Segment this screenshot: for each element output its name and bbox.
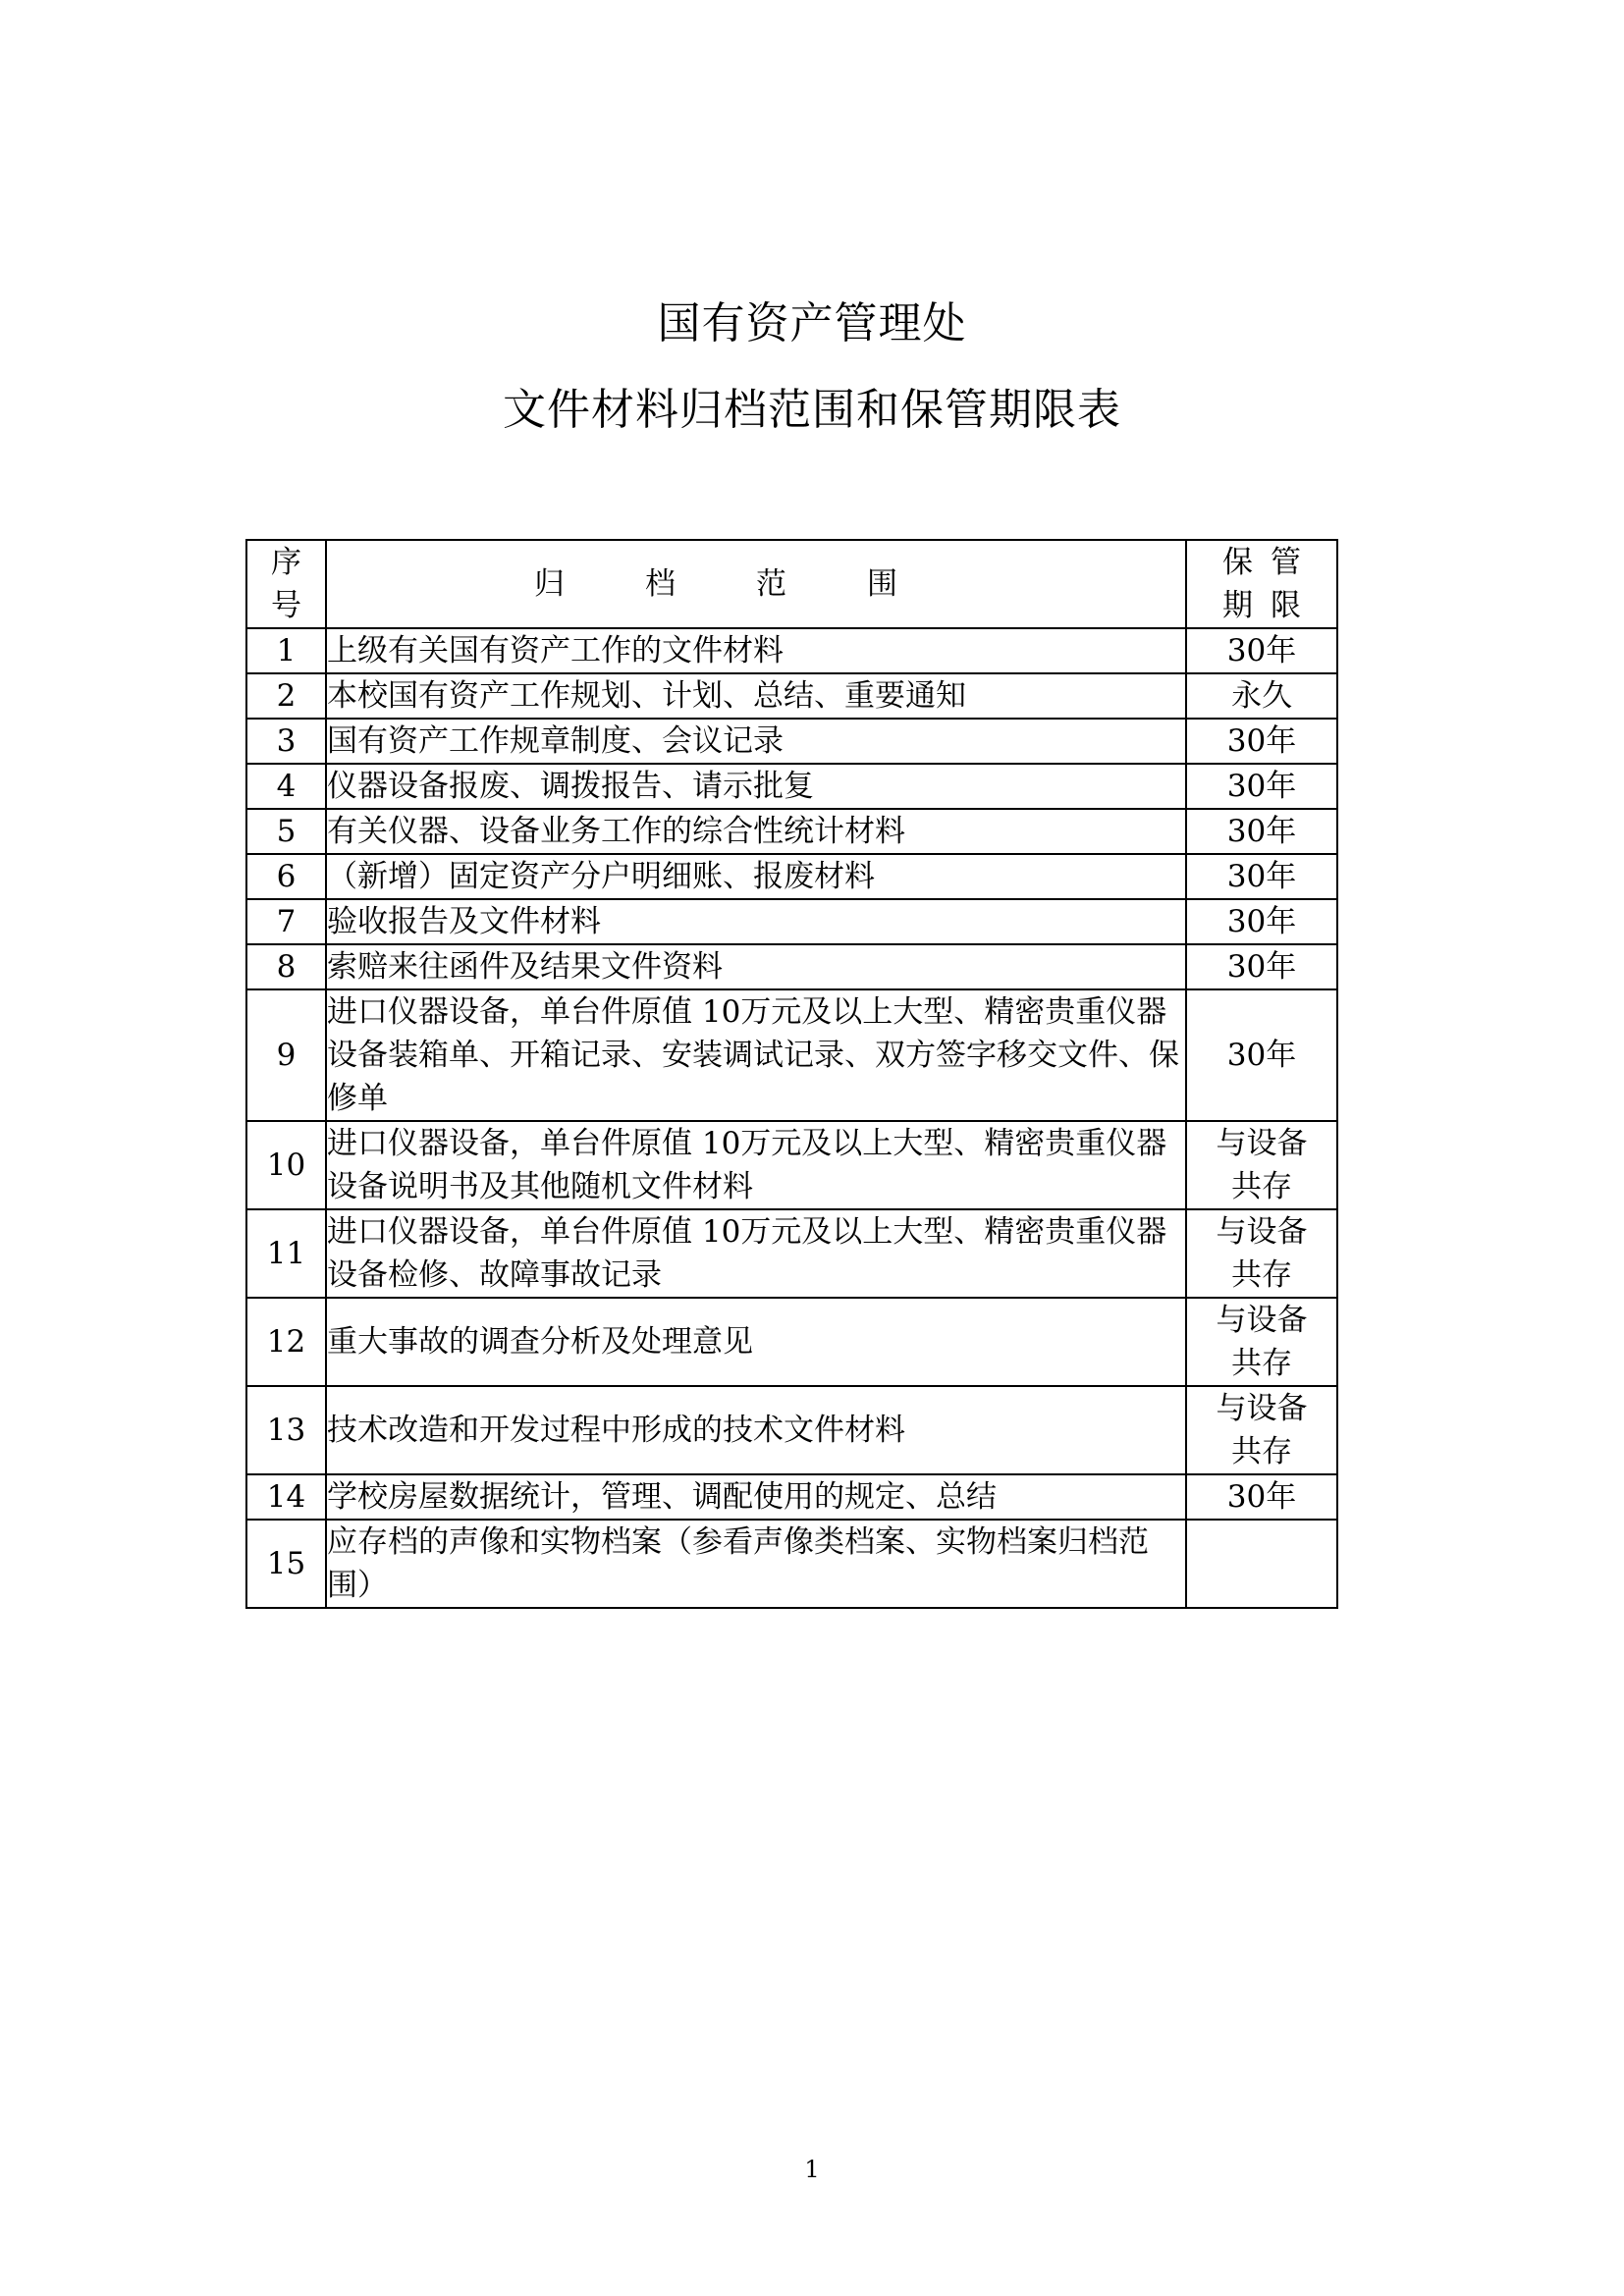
- row-scope: 本校国有资产工作规划、计划、总结、重要通知: [326, 673, 1186, 719]
- table-row: [246, 944, 1337, 989]
- row-number: 2: [246, 673, 326, 719]
- row-scope: 进口仪器设备，单台件原值 10万元及以上大型、精密贵重仪器设备检修、故障事故记录: [326, 1209, 1186, 1298]
- row-number: 10: [246, 1121, 326, 1209]
- header-no: [246, 540, 326, 628]
- row-period: [1186, 1520, 1337, 1608]
- table-row: [246, 899, 1337, 944]
- row-period: 永久: [1186, 673, 1337, 719]
- row-scope: 进口仪器设备，单台件原值 10万元及以上大型、精密贵重仪器设备装箱单、开箱记录、安装调试记录、双方签字移交文件、保修单: [326, 989, 1186, 1121]
- table-row: [246, 1520, 1337, 1608]
- row-number: 12: [246, 1298, 326, 1386]
- row-number: 13: [246, 1386, 326, 1474]
- table-row: [246, 764, 1337, 809]
- row-scope: （新增）固定资产分户明细账、报废材料: [326, 854, 1186, 899]
- row-scope: 技术改造和开发过程中形成的技术文件材料: [326, 1386, 1186, 1474]
- row-scope: 学校房屋数据统计，管理、调配使用的规定、总结: [326, 1474, 1186, 1520]
- row-number: 4: [246, 764, 326, 809]
- document-subtitle: 文件材料归档范围和保管期限表: [503, 385, 1121, 435]
- table-row: [246, 1474, 1337, 1520]
- table-row: [246, 719, 1337, 764]
- row-number: 9: [246, 989, 326, 1121]
- table-row: [246, 989, 1337, 1121]
- header-scope: 归档范围: [326, 540, 1186, 628]
- row-scope: 上级有关国有资产工作的文件材料: [326, 628, 1186, 673]
- row-scope: 索赔来往函件及结果文件资料: [326, 944, 1186, 989]
- table-row: [246, 673, 1337, 719]
- row-scope: 应存档的声像和实物档案（参看声像类档案、实物档案归档范围）: [326, 1520, 1186, 1608]
- row-period: 30年: [1186, 944, 1337, 989]
- archive-table: [245, 539, 1338, 1609]
- header-no-line2: 号: [271, 588, 301, 623]
- row-number: 6: [246, 854, 326, 899]
- row-number: 1: [246, 628, 326, 673]
- row-number: 3: [246, 719, 326, 764]
- row-number: 8: [246, 944, 326, 989]
- header-no-line1: 序: [271, 545, 301, 580]
- row-period: 30年: [1186, 899, 1337, 944]
- header-period-line1: 保管: [1222, 545, 1319, 580]
- row-period: 30年: [1186, 809, 1337, 854]
- table-row: [246, 1209, 1337, 1298]
- row-number: 15: [246, 1520, 326, 1608]
- row-number: 14: [246, 1474, 326, 1520]
- document-title: 国有资产管理处: [657, 298, 967, 348]
- row-scope: 国有资产工作规章制度、会议记录: [326, 719, 1186, 764]
- row-period: 30年: [1186, 764, 1337, 809]
- table-row: [246, 628, 1337, 673]
- row-period: 30年: [1186, 1474, 1337, 1520]
- row-period: 与设备共存: [1186, 1121, 1337, 1209]
- table-row: [246, 1298, 1337, 1386]
- table-row: [246, 1121, 1337, 1209]
- table-header-row: [246, 540, 1337, 628]
- row-period: 30年: [1186, 989, 1337, 1121]
- row-period: 30年: [1186, 854, 1337, 899]
- row-number: 5: [246, 809, 326, 854]
- header-period-line2: 期限: [1222, 588, 1319, 623]
- row-period: 与设备共存: [1186, 1386, 1337, 1474]
- row-period: 30年: [1186, 628, 1337, 673]
- row-scope: 有关仪器、设备业务工作的综合性统计材料: [326, 809, 1186, 854]
- table-row: [246, 809, 1337, 854]
- table-row: [246, 1386, 1337, 1474]
- row-scope: 进口仪器设备，单台件原值 10万元及以上大型、精密贵重仪器设备说明书及其他随机文件材料: [326, 1121, 1186, 1209]
- row-scope: 重大事故的调查分析及处理意见: [326, 1298, 1186, 1386]
- page-number: 1: [804, 2156, 820, 2183]
- row-scope: 仪器设备报废、调拨报告、请示批复: [326, 764, 1186, 809]
- table-row: [246, 854, 1337, 899]
- row-period: 与设备共存: [1186, 1209, 1337, 1298]
- row-period: 与设备共存: [1186, 1298, 1337, 1386]
- row-number: 7: [246, 899, 326, 944]
- header-period: [1186, 540, 1337, 628]
- row-scope: 验收报告及文件材料: [326, 899, 1186, 944]
- row-number: 11: [246, 1209, 326, 1298]
- row-period: 30年: [1186, 719, 1337, 764]
